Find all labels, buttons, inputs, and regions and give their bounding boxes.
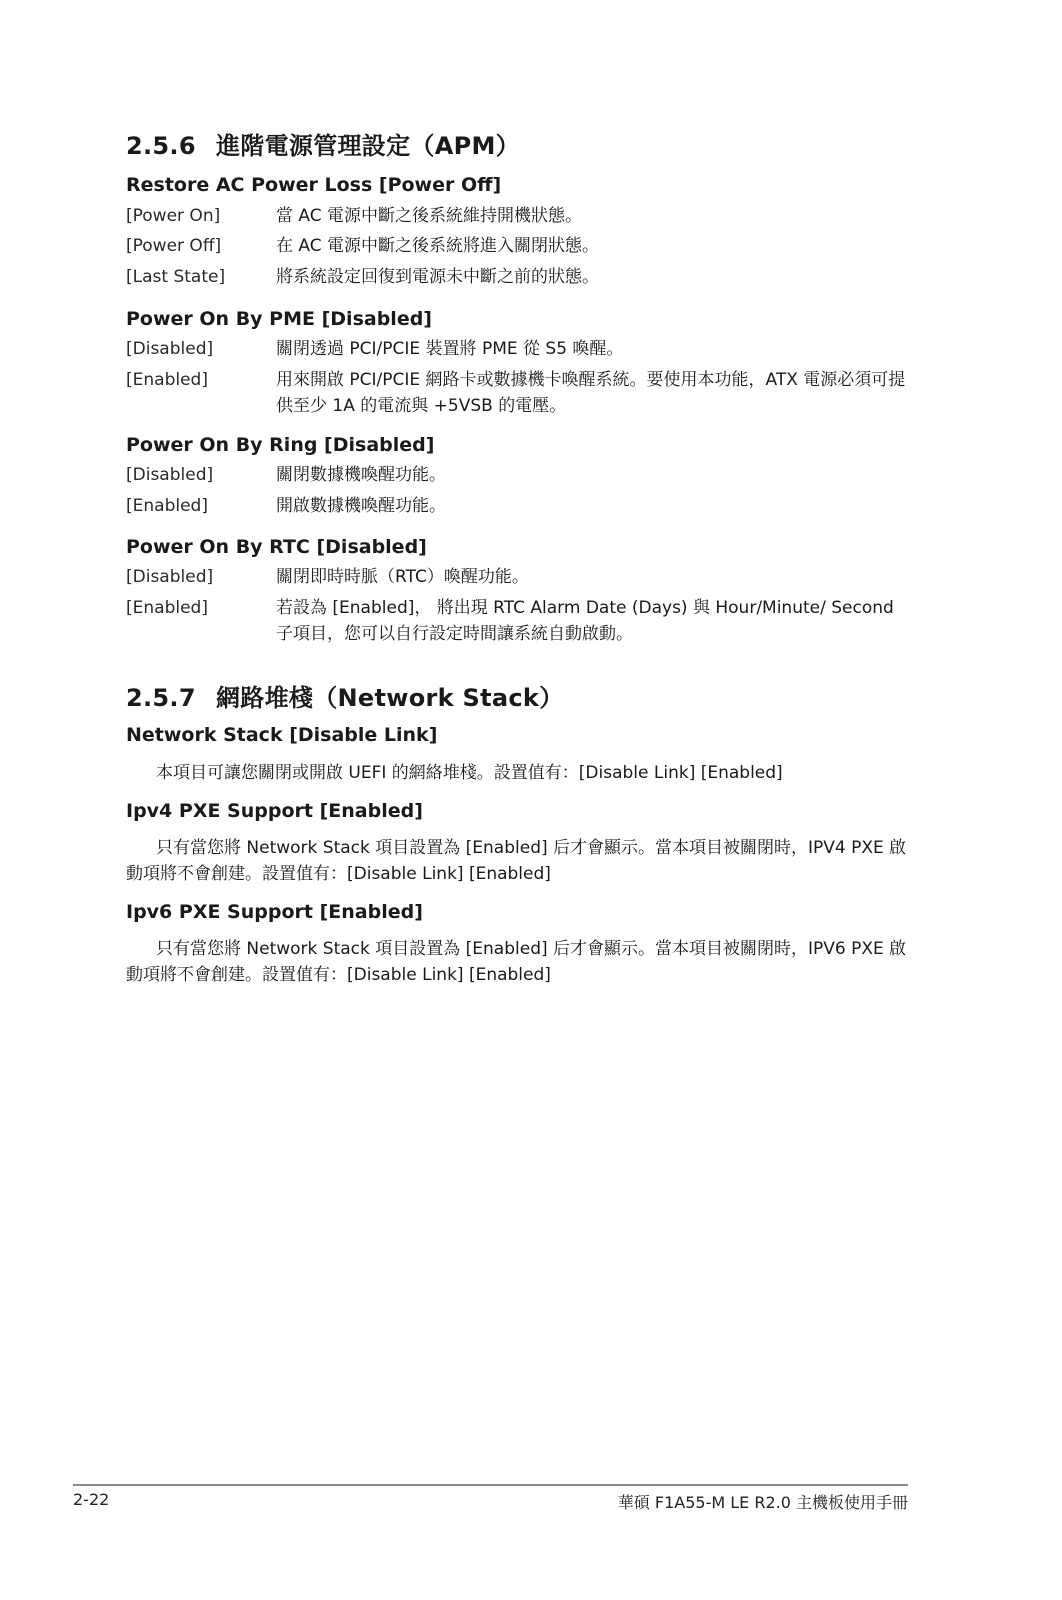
option-key: [Power Off] [126,236,222,256]
item-title-restore-ac-power-loss: Restore AC Power Loss [Power Off] [126,174,502,196]
option-desc: 用來開啟 PCI/PCIE 網路卡或數據機卡喚醒系統。要使用本功能，ATX 電源必須可提供至少 1A 的電流與 +5VSB 的電壓。 [276,370,906,416]
section-heading: 網路堆棧（Network Stack） [216,684,564,712]
option-key: [Disabled] [126,339,214,359]
item-title-power-on-by-rtc: Power On By RTC [Disabled] [126,536,427,558]
item-title-network-stack: Network Stack [Disable Link] [126,724,438,746]
option-desc: 關閉即時時脈（RTC）喚醒功能。 [276,567,529,587]
option-desc: 將系統設定回復到電源未中斷之前的狀態。 [276,267,599,287]
option-desc: 當 AC 電源中斷之後系統維持開機狀態。 [276,206,583,226]
option-desc: 若設為 [Enabled]， 將出現 RTC Alarm Date (Days) 與 Hour/Minute/ Second 子項目，您可以自行設定時間讓系統自動啟動。 [276,598,894,644]
footer-divider [73,1484,908,1486]
section-number: 2.5.7 [126,684,196,712]
option-desc: 關閉數據機喚醒功能。 [276,465,446,485]
option-key: [Disabled] [126,465,214,485]
option-key: [Disabled] [126,567,214,587]
item-description: 本項目可讓您關閉或開啟 UEFI 的網絡堆棧。設置值有：[Disable Link] [Enabled] [156,763,783,783]
option-desc: 在 AC 電源中斷之後系統將進入關閉狀態。 [276,236,600,256]
manual-title: 華碩 F1A55-M LE R2.0 主機板使用手冊 [617,1493,908,1512]
section-number: 2.5.6 [126,132,196,160]
item-title-ipv6-pxe-support: Ipv6 PXE Support [Enabled] [126,901,423,923]
option-key: [Enabled] [126,370,208,390]
option-key: [Enabled] [126,496,208,516]
section-title-apm [126,126,520,161]
item-description: 只有當您將 Network Stack 項目設置為 [Enabled] 后才會顯示。當本項目被關閉時，IPV4 PXE 啟動項將不會創建。設置值有：[Disable Link] [Enabled] [126,838,907,884]
section-title-network-stack [126,678,564,713]
item-description: 只有當您將 Network Stack 項目設置為 [Enabled] 后才會顯示。當本項目被關閉時，IPV6 PXE 啟動項將不會創建。設置值有：[Disable Link] [Enabled] [126,939,907,985]
item-title-ipv4-pxe-support: Ipv4 PXE Support [Enabled] [126,800,423,822]
page-number: 2-22 [73,1490,110,1509]
section-heading: 進階電源管理設定（APM） [216,132,520,160]
option-desc: 開啟數據機喚醒功能。 [276,496,446,516]
option-key: [Last State] [126,267,226,287]
item-title-power-on-by-ring: Power On By Ring [Disabled] [126,434,435,456]
option-desc: 關閉透過 PCI/PCIE 裝置將 PME 從 S5 喚醒。 [276,339,624,359]
option-key: [Power On] [126,206,221,226]
option-key: [Enabled] [126,598,208,618]
item-title-power-on-by-pme: Power On By PME [Disabled] [126,308,432,330]
